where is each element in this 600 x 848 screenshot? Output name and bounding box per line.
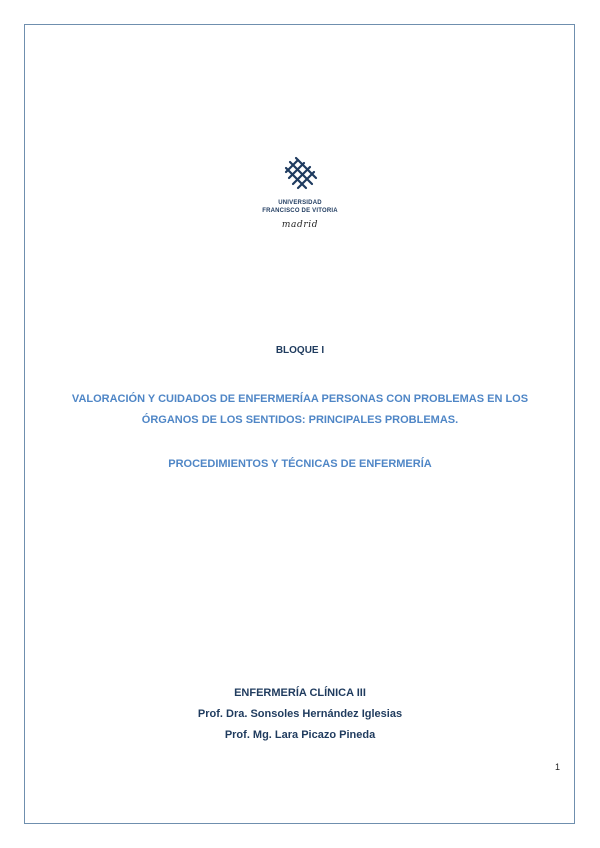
subject-title-line: VALORACIÓN Y CUIDADOS DE ENFERMERÍAA PERSONAS CON PROBLEMAS EN LOS xyxy=(71,393,529,405)
subject-title xyxy=(48,389,552,431)
professor-1: Prof. Dra. Sonsoles Hernández Iglesias xyxy=(197,708,403,720)
procedures-title: PROCEDIMIENTOS Y TÉCNICAS DE ENFERMERÍA xyxy=(168,458,432,470)
professor-2: Prof. Mg. Lara Picazo Pineda xyxy=(224,729,376,741)
page-number: 1 xyxy=(554,762,560,772)
logo-text-name: FRANCISCO DE VITORIA xyxy=(262,208,338,214)
logo-text-city: madrid xyxy=(281,220,319,230)
university-logo xyxy=(250,154,350,244)
subject-title-line: ÓRGANOS DE LOS SENTIDOS: PRINCIPALES PROBLEMAS. xyxy=(141,414,459,426)
university-crest-icon xyxy=(280,154,320,194)
block-title: BLOQUE I xyxy=(275,345,325,356)
logo-text-university: UNIVERSIDAD xyxy=(278,200,322,206)
course-info xyxy=(0,683,600,746)
course-name: ENFERMERÍA CLÍNICA III xyxy=(234,687,366,699)
